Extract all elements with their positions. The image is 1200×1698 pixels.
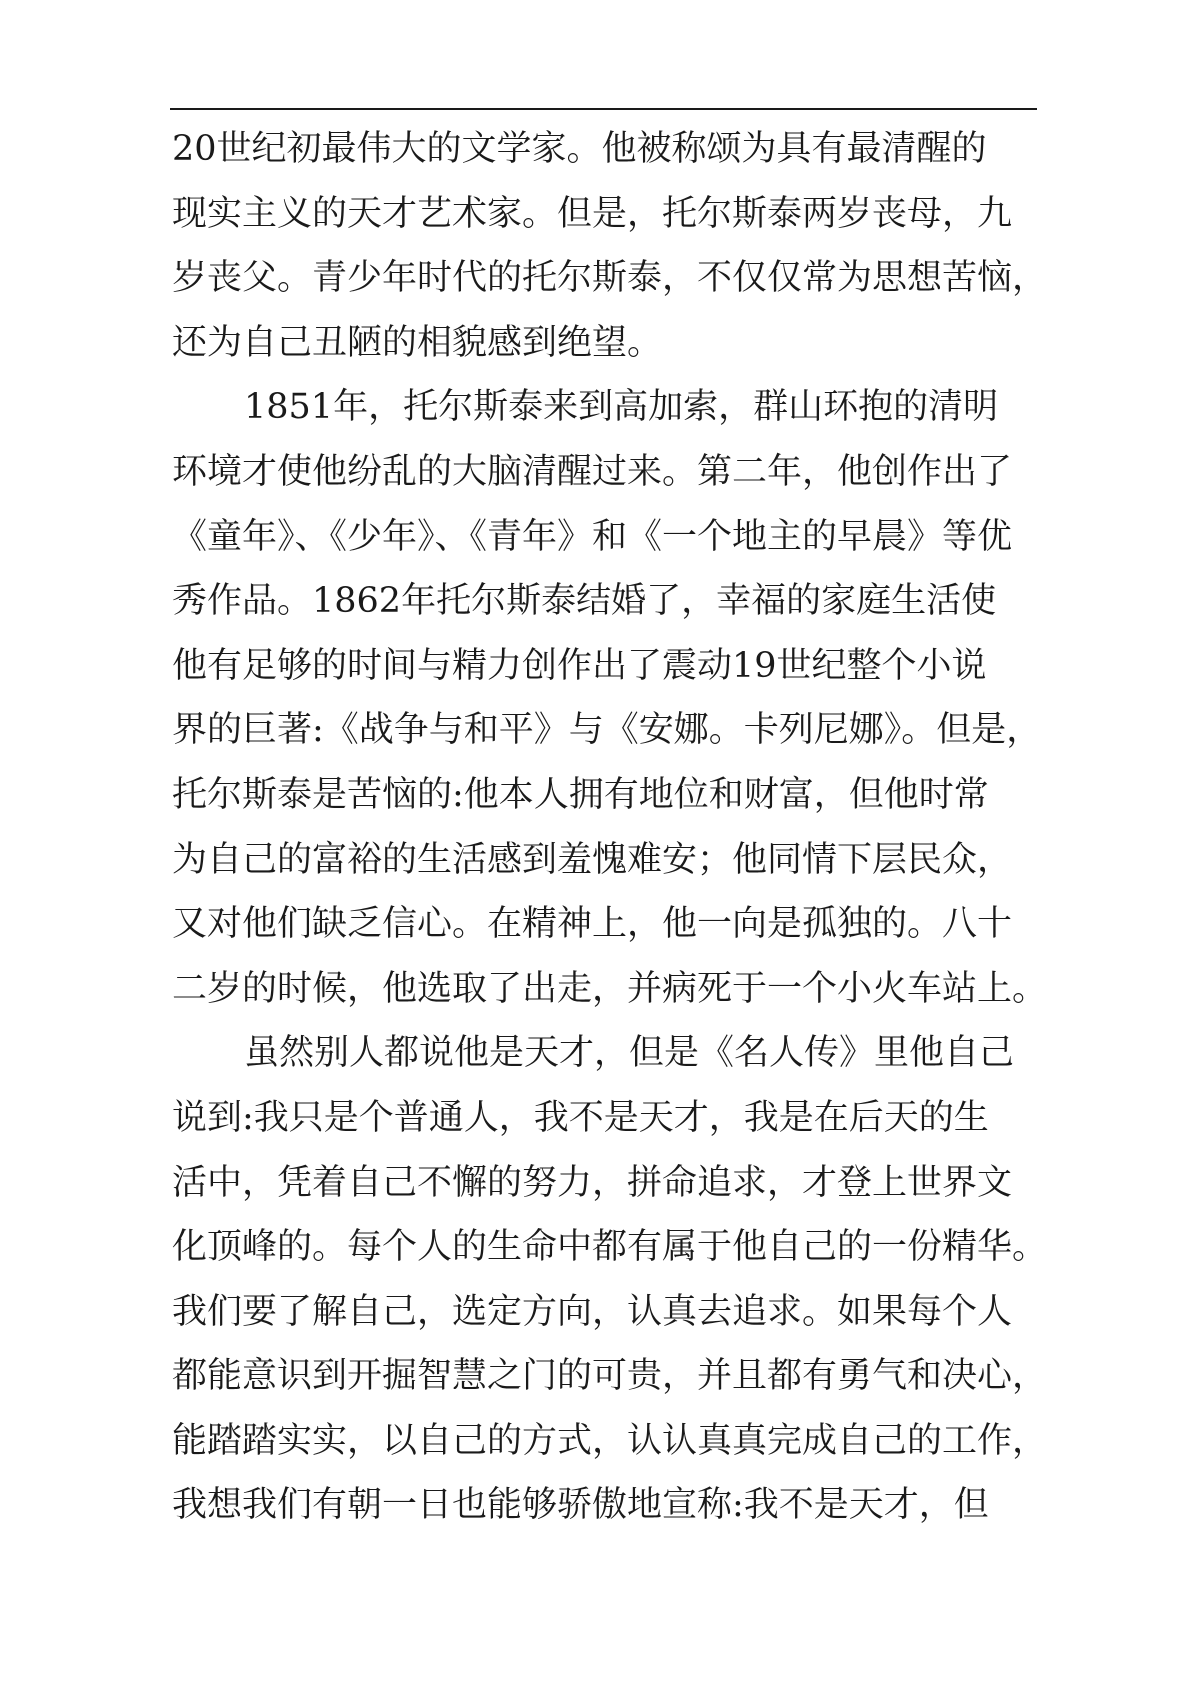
text-line: 岁丧父。青少年时代的托尔斯泰，不仅仅常为思想苦恼，	[172, 258, 1048, 299]
text-line: 我们要了解自己，选定方向，认真去追求。如果每个人	[172, 1291, 1013, 1332]
text-line: 又对他们缺乏信心。在精神上，他一向是孤独的。八十	[172, 904, 1013, 945]
header-rule	[170, 108, 1037, 110]
text-line: 二岁的时候，他选取了出走，并病死于一个小火车站上。	[172, 968, 1048, 1009]
paragraph-start-line: 1851年，托尔斯泰来到高加索，群山环抱的清明	[244, 387, 999, 428]
text-line: 为自己的富裕的生活感到羞愧难安；他同情下层民众，	[172, 839, 1013, 880]
text-line: 界的巨著:《战争与和平》与《安娜。卡列尼娜》。但是，	[172, 710, 1042, 751]
body-text	[172, 117, 1052, 1538]
text-line: 《童年》、《少年》、《青年》和《一个地主的早晨》等优	[172, 516, 1013, 557]
text-line: 能踏踏实实，以自己的方式，认认真真完成自己的工作，	[172, 1420, 1048, 1461]
text-line: 我想我们有朝一日也能够骄傲地宣称:我不是天才，但	[172, 1485, 989, 1526]
text-line: 化顶峰的。每个人的生命中都有属于他自己的一份精华。	[172, 1227, 1048, 1268]
text-line: 环境才使他纷乱的大脑清醒过来。第二年，他创作出了	[172, 451, 1013, 492]
text-line: 托尔斯泰是苦恼的:他本人拥有地位和财富，但他时常	[172, 774, 989, 815]
text-line: 都能意识到开掘智慧之门的可贵，并且都有勇气和决心，	[172, 1356, 1048, 1397]
text-line: 20世纪初最伟大的文学家。他被称颂为具有最清醒的	[172, 129, 987, 169]
text-line: 还为自己丑陋的相貌感到绝望。	[172, 322, 663, 363]
text-line: 说到:我只是个普通人，我不是天才，我是在后天的生	[172, 1097, 989, 1138]
text-line: 现实主义的天才艺术家。但是，托尔斯泰两岁丧母，九	[172, 193, 1013, 234]
text-line: 活中，凭着自己不懈的努力，拼命追求，才登上世界文	[172, 1162, 1013, 1203]
text-line: 他有足够的时间与精力创作出了震动19世纪整个小说	[172, 645, 987, 686]
text-line: 秀作品。1862年托尔斯泰结婚了，幸福的家庭生活使	[172, 581, 997, 622]
paragraph-start-line: 虽然别人都说他是天才，但是《名人传》里他自己	[244, 1033, 1015, 1074]
